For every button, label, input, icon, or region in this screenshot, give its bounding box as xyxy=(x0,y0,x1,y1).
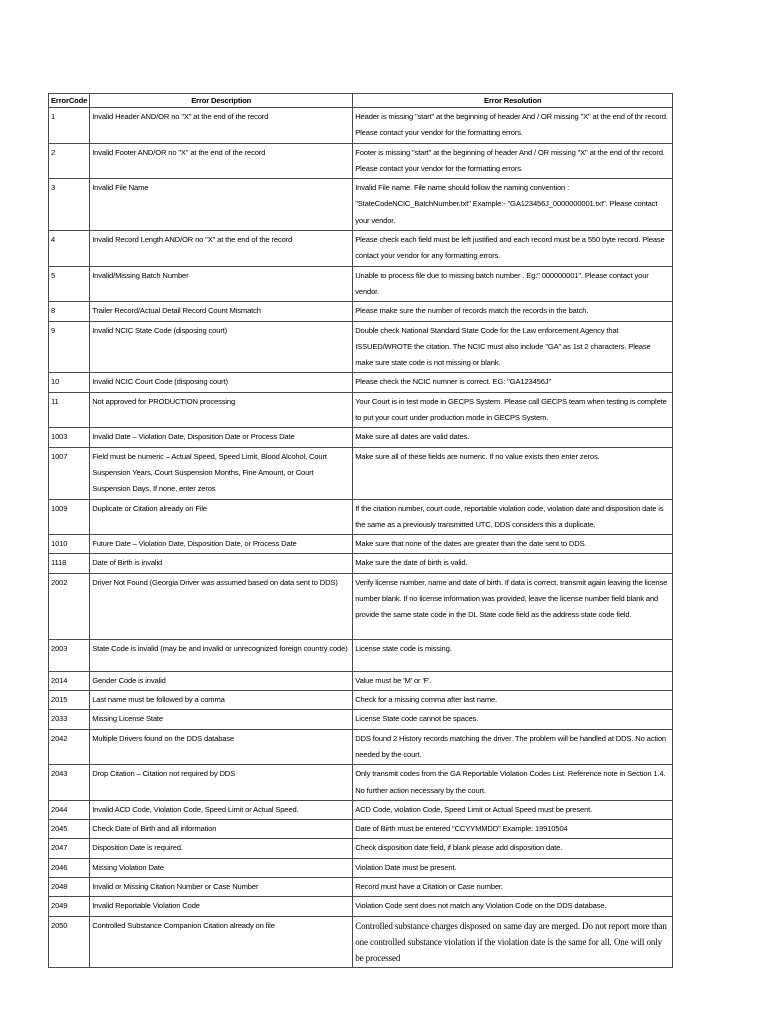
error-resolution-cell: License State code cannot be spaces. xyxy=(353,710,673,729)
table-row xyxy=(49,428,673,447)
table-row xyxy=(49,231,673,267)
header-error-description: Error Description xyxy=(90,94,353,108)
error-resolution-cell: DDS found 2 History records matching the driver. The problem will be handled at DDS. No action needed by the court. xyxy=(353,729,673,765)
table-row xyxy=(49,691,673,710)
table-row xyxy=(49,858,673,877)
error-code-cell: 1118 xyxy=(49,554,90,573)
error-code-cell: 2044 xyxy=(49,800,90,819)
table-row xyxy=(49,897,673,916)
error-description-cell: Driver Not Found (Georgia Driver was assumed based on data sent to DDS) xyxy=(90,573,353,639)
table-row xyxy=(49,179,673,231)
error-code-table xyxy=(48,93,673,968)
error-code-cell: 2042 xyxy=(49,729,90,765)
header-error-code: ErrorCode xyxy=(49,94,90,108)
error-code-cell: 3 xyxy=(49,179,90,231)
table-row xyxy=(49,554,673,573)
error-resolution-cell: Verify license number, name and date of birth. If data is correct, transmit again leaving the license number blank. If no license information was provided, leave the license number field blank and provide the same state code in the DL State code field as the address state code field. xyxy=(353,573,673,639)
error-resolution-cell: Check disposition date field, if blank please add disposition date. xyxy=(353,839,673,858)
error-description-cell: Invalid Reportable Violation Code xyxy=(90,897,353,916)
error-code-cell: 2015 xyxy=(49,691,90,710)
error-resolution-cell: Footer is missing "start" at the beginning of header And / OR missing "X" at the end of thr record. Please contact your vendor for the formatting errors. xyxy=(353,143,673,179)
error-description-cell: Last name must be followed by a comma xyxy=(90,691,353,710)
table-row xyxy=(49,765,673,801)
table-row xyxy=(49,302,673,321)
error-description-cell: Duplicate or Citation already on File xyxy=(90,499,353,535)
error-code-cell: 2047 xyxy=(49,839,90,858)
error-description-cell: Invalid NCIC State Code (disposing court) xyxy=(90,321,353,373)
error-resolution-cell: Please check the NCIC numner is correct. EG: "GA123456J" xyxy=(353,373,673,392)
error-resolution-cell: Violation Code sent does not match any Violation Code on the DDS database. xyxy=(353,897,673,916)
error-code-cell: 1007 xyxy=(49,447,90,499)
error-description-cell: Future Date – Violation Date, Disposition Date, or Process Date xyxy=(90,535,353,554)
table-row xyxy=(49,573,673,639)
error-code-cell: 2 xyxy=(49,143,90,179)
table-row xyxy=(49,535,673,554)
error-description-cell: Check Date of Birth and all information xyxy=(90,820,353,839)
error-description-cell: Invalid File Name xyxy=(90,179,353,231)
header-error-resolution: Error Resolution xyxy=(353,94,673,108)
error-description-cell: Invalid NCIC Court Code (disposing court) xyxy=(90,373,353,392)
error-resolution-cell: Make sure all of these fields are numeric. If no value exists then enter zeros. xyxy=(353,447,673,499)
table-row xyxy=(49,710,673,729)
error-description-cell: Gender Code is invalid xyxy=(90,671,353,690)
table-row xyxy=(49,877,673,896)
table-row xyxy=(49,108,673,144)
error-description-cell: Drop Citation – Citation not required by DDS xyxy=(90,765,353,801)
table-row xyxy=(49,820,673,839)
error-code-cell: 4 xyxy=(49,231,90,267)
error-code-cell: 1010 xyxy=(49,535,90,554)
error-resolution-cell: Please check each field must be left justified and each record must be a 550 byte record. Please contact your vendor for any formatting errors. xyxy=(353,231,673,267)
table-row xyxy=(49,916,673,968)
table-row xyxy=(49,321,673,373)
table-header-row xyxy=(49,94,673,108)
error-code-cell: 2043 xyxy=(49,765,90,801)
error-resolution-cell: Make sure that none of the dates are greater than the date sent to DDS. xyxy=(353,535,673,554)
error-resolution-cell: Make sure all dates are valid dates. xyxy=(353,428,673,447)
error-resolution-cell: Invalid File name. File name should follow the naming convention : "StateCodeNCIC_BatchNumber.txt" Example:- "GA123456J_0000000001.txt". Please contact your vendor. xyxy=(353,179,673,231)
error-description-cell: Multiple Drivers found on the DDS database xyxy=(90,729,353,765)
error-description-cell: Invalid Record Length AND/OR no "X" at the end of the record xyxy=(90,231,353,267)
table-row xyxy=(49,143,673,179)
error-code-cell: 8 xyxy=(49,302,90,321)
error-description-cell: Not approved for PRODUCTION processing xyxy=(90,392,353,428)
error-description-cell: Invalid Footer AND/OR no "X" at the end of the record xyxy=(90,143,353,179)
error-description-cell: Disposition Date is required. xyxy=(90,839,353,858)
error-resolution-cell: Header is missing "start" at the beginning of header And / OR missing "X" at the end of thr record. Please contact your vendor for the formatting errors. xyxy=(353,108,673,144)
error-code-cell: 2048 xyxy=(49,877,90,896)
error-code-cell: 2049 xyxy=(49,897,90,916)
error-resolution-cell: ACD Code, violation Code, Speed Limit or Actual Speed must be present. xyxy=(353,800,673,819)
error-code-cell: 2033 xyxy=(49,710,90,729)
error-code-cell: 2046 xyxy=(49,858,90,877)
error-description-cell: Invalid or Missing Citation Number or Case Number xyxy=(90,877,353,896)
error-resolution-cell: Value must be 'M' or 'F'. xyxy=(353,671,673,690)
error-code-cell: 2045 xyxy=(49,820,90,839)
table-row xyxy=(49,373,673,392)
error-code-cell: 11 xyxy=(49,392,90,428)
table-row xyxy=(49,499,673,535)
error-description-cell: Controlled Substance Companion Citation already on file xyxy=(90,916,353,968)
error-description-cell: Invalid Date – Violation Date, Disposition Date or Process Date xyxy=(90,428,353,447)
error-description-cell: Trailer Record/Actual Detail Record Count Mismatch xyxy=(90,302,353,321)
error-code-cell: 9 xyxy=(49,321,90,373)
table-row xyxy=(49,266,673,302)
error-resolution-cell: License state code is missing. xyxy=(353,639,673,671)
error-resolution-cell: Violation Date must be present. xyxy=(353,858,673,877)
error-description-cell: Missing Violation Date xyxy=(90,858,353,877)
table-row xyxy=(49,839,673,858)
error-resolution-cell: Double check National Standard State Code for the Law enforcement Agency that ISSUED/WROTE the citation. The NCIC must also include "GA" as 1st 2 characters. Please make sure state code is not missing or blank. xyxy=(353,321,673,373)
error-code-cell: 2050 xyxy=(49,916,90,968)
error-code-cell: 2003 xyxy=(49,639,90,671)
error-resolution-cell: Make sure the date of birth is valid. xyxy=(353,554,673,573)
error-resolution-cell: Record must have a Citation or Case number. xyxy=(353,877,673,896)
table-row xyxy=(49,447,673,499)
table-row xyxy=(49,671,673,690)
error-code-cell: 1 xyxy=(49,108,90,144)
error-code-cell: 5 xyxy=(49,266,90,302)
error-description-cell: Date of Birth is invalid xyxy=(90,554,353,573)
error-description-cell: Invalid Header AND/OR no "X" at the end of the record xyxy=(90,108,353,144)
error-code-cell: 2002 xyxy=(49,573,90,639)
error-resolution-cell: Only transmit codes from the GA Reportable Violation Codes List. Reference note in Section 1.4. No further action necessary by the court. xyxy=(353,765,673,801)
error-description-cell: State Code is invalid (may be and invalid or unrecognized foreign country code) xyxy=(90,639,353,671)
error-resolution-cell: Check for a missing comma after last name. xyxy=(353,691,673,710)
error-resolution-cell: Unable to process file due to missing batch number . Eg:" 000000001". Please contact your vendor. xyxy=(353,266,673,302)
error-description-cell: Missing License State xyxy=(90,710,353,729)
error-resolution-cell: Your Court is in test mode in GECPS System. Please call GECPS team when testing is complete to put your court under production mode in GECPS System. xyxy=(353,392,673,428)
table-row xyxy=(49,800,673,819)
table-row xyxy=(49,729,673,765)
error-description-cell: Field must be numeric – Actual Speed, Speed Limit, Blood Alcohol, Court Suspension Years, Court Suspension Months, Fine Amount, or Court Suspension Days. If none, enter zeros xyxy=(90,447,353,499)
error-description-cell: Invalid/Missing Batch Number xyxy=(90,266,353,302)
table-row xyxy=(49,639,673,671)
error-code-cell: 2014 xyxy=(49,671,90,690)
error-resolution-cell: If the citation number, court code, reportable violation code, violation date and disposition date is the same as a previously transmitted UTC, DDS considers this a duplicate. xyxy=(353,499,673,535)
error-description-cell: Invalid ACD Code, Violation Code, Speed Limit or Actual Speed. xyxy=(90,800,353,819)
error-code-cell: 1003 xyxy=(49,428,90,447)
error-resolution-cell: Please make sure the number of records match the records in the batch. xyxy=(353,302,673,321)
error-code-cell: 10 xyxy=(49,373,90,392)
error-resolution-cell: Date of Birth must be entered "CCYYMMDD" Example: 19910504 xyxy=(353,820,673,839)
table-row xyxy=(49,392,673,428)
error-resolution-cell: Controlled substance charges disposed on same day are merged. Do not report more than one controlled substance violation if the violation date is the same for all. One will only be processed xyxy=(353,916,673,968)
error-code-cell: 1009 xyxy=(49,499,90,535)
